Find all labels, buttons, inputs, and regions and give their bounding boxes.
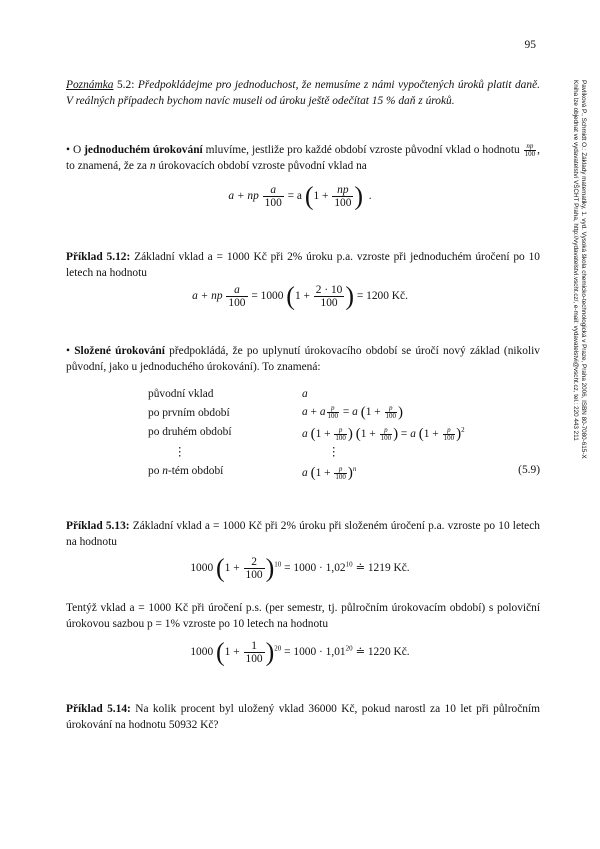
- compound-table: [148, 384, 465, 481]
- table-row: původní vklad a: [148, 387, 308, 400]
- simple-interest-paragraph: [66, 142, 540, 174]
- table-row: po n-tém období a (1 + $\frac{p}{100}$ )$^n$: [148, 464, 357, 482]
- example-5-13-label: Příklad 5.13:: [66, 520, 130, 532]
- example-5-13: [66, 518, 540, 550]
- side-note: [573, 80, 587, 550]
- example-5-14-label: Příklad 5.14:: [66, 703, 131, 715]
- compound-interest-paragraph: • Složené úrokování předpokládá, že po uplynutí úrokovacího období se úročí nový základ (nikoliv původní, jako u jednoduchého úrokování). To znamená:: [66, 345, 540, 373]
- table-row: po druhém období a (1 + $\frac{p}{100}$ ) (1 + $\frac{p}{100}$ ) = a (1 + $\frac{p}{100}$ )$^2$: [148, 425, 465, 443]
- simple-interest-text-a: mluvíme, jestliže pro každé období vzroste původní vklad o hodnotu: [205, 144, 520, 156]
- example-5-13-formula-1: 1000 (1 + $\frac{2}{100}$ )$^{10} = 1000 \cdot 1,02^{10}$ ≐ 1219 Kč.: [190, 553, 410, 583]
- equation-number: (5.9): [518, 464, 540, 476]
- example-5-12: [66, 249, 540, 281]
- n-symbol: n: [149, 160, 156, 172]
- simple-interest-term: jednoduchém úrokování: [84, 144, 203, 156]
- page-number: 95: [524, 39, 536, 51]
- simple-interest-formula: a + np $\frac{a}{100}$ = a (1 + $\frac{np}{100}$ ) .: [228, 181, 372, 211]
- simple-interest-text-b: , to znamená, že za: [66, 144, 540, 172]
- lead-word: O: [72, 144, 82, 156]
- table-row: po prvním období a + a $\frac{p}{100}$ = a (1 + $\frac{p}{100}$ ): [148, 404, 404, 421]
- example-5-12-formula: a + np $\frac{a}{100}$ = 1000 (1 + $\frac{2 \cdot 10}{100}$ ) = 1200 Kč.: [192, 281, 408, 311]
- side-note-line-2: Kniha lze objednat ve vydavatelství VŠCHT Praha, http://vydavatelstvi.vscht.cz/, e-mail: vydavatelstvi@vscht.cz, tel.: 220 443 211: [572, 80, 579, 441]
- note-text: Předpokládejme pro jednoduchost, že nemusíme z námi vypočtených úroků platit daně. V reálných případech bychom navíc museli od úroku ještě odečítat 15 % daň z úroků.: [66, 79, 540, 107]
- example-5-13-text: Základní vklad a = 1000 Kč při 2% úroku při složeném úročení p.a. vzroste po 10 letech na hodnotu: [66, 520, 540, 548]
- example-5-12-label: Příklad 5.12:: [66, 251, 131, 263]
- inline-fraction: $\frac{np}{100}$: [524, 141, 536, 158]
- example-5-13-formula-2: 1000 (1 + $\frac{1}{100}$ )$^{20} = 1000 \cdot 1,01^{20}$ ≐ 1220 Kč.: [190, 637, 410, 667]
- example-5-14: [66, 701, 540, 733]
- note-paragraph: [66, 77, 540, 109]
- example-5-14-text: Na kolik procent byl uložený vklad 36000 Kč, pokud narostl za 10 let při půlročním úrokování na hodnotu 50932 Kč?: [66, 703, 540, 731]
- note-label: Poznámka: [66, 79, 114, 91]
- compound-interest-term: Složené úrokování: [74, 345, 165, 357]
- example-5-12-text: Základní vklad a = 1000 Kč při 2% úroku p.a. vzroste při jednoduchém úročení po 10 letech na hodnotu: [66, 251, 540, 279]
- note-number: 5.2:: [116, 79, 135, 91]
- table-row: ⋮ ⋮: [174, 445, 340, 458]
- bullet: •: [66, 144, 70, 156]
- side-note-line-1: Pavlíková P., Schmidt O.: Základy matematiky, 1. vyd. Vysoká škola chemicko-technologická v Praze, Praha 2006, ISBN 80-7080-615-X: [580, 80, 587, 459]
- simple-interest-text-c: úrokovacích období vzroste původní vklad na: [158, 160, 367, 172]
- example-5-13-text-2: Tentýž vklad a = 1000 Kč při úročení p.s. (per semestr, tj. půlročním úrokovacím období) s poloviční úrokovou sazbou p = 1% vzroste po 10 letech na hodnotu: [66, 602, 540, 630]
- compound-interest-text: předpokládá, že po uplynutí úrokovacího období se úročí nový základ (nikoliv původní, jako u jednoduchého úrokování). To znamená:: [66, 345, 540, 373]
